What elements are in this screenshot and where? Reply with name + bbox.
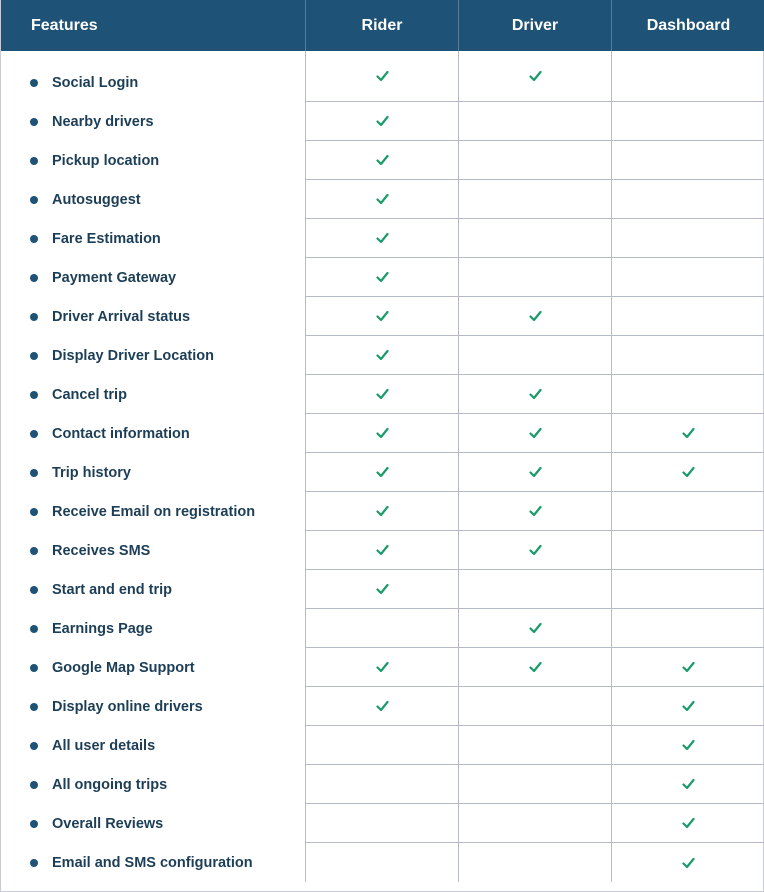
table-row: [1, 102, 764, 141]
table-row: [1, 726, 764, 765]
dashboard-cell: [612, 51, 764, 102]
feature-cell: [1, 804, 306, 843]
rider-cell: [306, 414, 459, 453]
driver-cell: [459, 375, 612, 414]
check-icon: [376, 193, 389, 205]
feature-label: Receives SMS: [52, 542, 151, 559]
table-row: [1, 765, 764, 804]
feature-cell: [1, 492, 306, 531]
dashboard-cell: [612, 219, 764, 258]
feature-label: All ongoing trips: [52, 776, 168, 793]
feature-cell: [1, 726, 306, 765]
rider-cell: [306, 687, 459, 726]
feature-label: Autosuggest: [52, 191, 141, 208]
table-row: [1, 804, 764, 843]
dashboard-cell: [612, 453, 764, 492]
dashboard-cell: [612, 531, 764, 570]
feature-cell: [1, 531, 306, 570]
rider-cell: [306, 531, 459, 570]
driver-cell: [459, 258, 612, 297]
bullet-icon: [30, 742, 38, 750]
driver-cell: [459, 336, 612, 375]
bullet-icon: [30, 508, 38, 516]
check-icon: [376, 154, 389, 166]
bullet-icon: [30, 79, 38, 87]
feature-cell: [1, 51, 306, 102]
feature-label: All user details: [52, 737, 156, 754]
feature-cell: [1, 258, 306, 297]
driver-cell: [459, 609, 612, 648]
feature-label: Driver Arrival status: [52, 308, 191, 325]
driver-cell: [459, 51, 612, 102]
bullet-icon: [30, 118, 38, 126]
table-header: [1, 0, 764, 51]
rider-cell: [306, 648, 459, 687]
bullet-icon: [30, 391, 38, 399]
rider-cell: [306, 804, 459, 843]
rider-cell: [306, 102, 459, 141]
dashboard-cell: [612, 804, 764, 843]
dashboard-cell: [612, 765, 764, 804]
check-icon: [529, 622, 542, 634]
feature-label: Google Map Support: [52, 659, 195, 676]
feature-label: Start and end trip: [52, 581, 173, 598]
driver-cell: [459, 804, 612, 843]
rider-cell: [306, 51, 459, 102]
check-icon: [529, 505, 542, 517]
table-row: [1, 492, 764, 531]
table-row: [1, 414, 764, 453]
table-row: [1, 843, 764, 882]
feature-cell: [1, 687, 306, 726]
feature-cell: [1, 570, 306, 609]
driver-cell: [459, 414, 612, 453]
dashboard-cell: [612, 687, 764, 726]
table-row: [1, 453, 764, 492]
table-row: [1, 687, 764, 726]
dashboard-cell: [612, 726, 764, 765]
bullet-icon: [30, 430, 38, 438]
bullet-icon: [30, 313, 38, 321]
dashboard-cell: [612, 102, 764, 141]
check-icon: [376, 661, 389, 673]
driver-cell: [459, 219, 612, 258]
driver-cell: [459, 453, 612, 492]
driver-cell: [459, 531, 612, 570]
bullet-icon: [30, 859, 38, 867]
check-icon: [529, 70, 542, 82]
feature-label: Payment Gateway: [52, 269, 177, 286]
check-icon: [529, 310, 542, 322]
check-icon: [376, 115, 389, 127]
dashboard-cell: [612, 297, 764, 336]
driver-cell: [459, 687, 612, 726]
check-icon: [682, 778, 695, 790]
feature-cell: [1, 219, 306, 258]
check-icon: [682, 739, 695, 751]
bullet-icon: [30, 781, 38, 789]
bullet-icon: [30, 235, 38, 243]
dashboard-cell: [612, 609, 764, 648]
check-icon: [682, 427, 695, 439]
check-icon: [682, 661, 695, 673]
dashboard-cell: [612, 648, 764, 687]
check-icon: [529, 388, 542, 400]
check-icon: [529, 544, 542, 556]
dashboard-cell: [612, 843, 764, 882]
header-rider: Rider: [306, 0, 459, 51]
feature-label: Social Login: [52, 74, 139, 91]
bullet-icon: [30, 469, 38, 477]
rider-cell: [306, 141, 459, 180]
bullet-icon: [30, 196, 38, 204]
table-row: [1, 531, 764, 570]
feature-label: Earnings Page: [52, 620, 153, 637]
check-icon: [376, 70, 389, 82]
bullet-icon: [30, 625, 38, 633]
feature-label: Cancel trip: [52, 386, 127, 403]
driver-cell: [459, 102, 612, 141]
feature-cell: [1, 180, 306, 219]
table-row: [1, 375, 764, 414]
rider-cell: [306, 843, 459, 882]
rider-cell: [306, 453, 459, 492]
feature-cell: [1, 765, 306, 804]
feature-cell: [1, 843, 306, 882]
feature-label: Email and SMS configuration: [52, 854, 253, 871]
driver-cell: [459, 180, 612, 219]
driver-cell: [459, 843, 612, 882]
feature-label: Overall Reviews: [52, 815, 164, 832]
table-row: [1, 570, 764, 609]
check-icon: [376, 505, 389, 517]
table-row: [1, 180, 764, 219]
driver-cell: [459, 726, 612, 765]
table-row: [1, 51, 764, 102]
driver-cell: [459, 765, 612, 804]
check-icon: [376, 466, 389, 478]
rider-cell: [306, 297, 459, 336]
feature-label: Display Driver Location: [52, 347, 214, 364]
bullet-icon: [30, 547, 38, 555]
feature-cell: [1, 297, 306, 336]
feature-label: Receive Email on registration: [52, 503, 256, 520]
check-icon: [376, 271, 389, 283]
check-icon: [376, 583, 389, 595]
table-row: [1, 141, 764, 180]
driver-cell: [459, 297, 612, 336]
bullet-icon: [30, 157, 38, 165]
feature-label: Fare Estimation: [52, 230, 161, 247]
dashboard-cell: [612, 414, 764, 453]
check-icon: [376, 700, 389, 712]
rider-cell: [306, 258, 459, 297]
feature-cell: [1, 648, 306, 687]
table-row: [1, 609, 764, 648]
check-icon: [529, 427, 542, 439]
rider-cell: [306, 492, 459, 531]
rider-cell: [306, 375, 459, 414]
feature-label: Trip history: [52, 464, 131, 481]
check-icon: [376, 427, 389, 439]
table-row: [1, 258, 764, 297]
driver-cell: [459, 492, 612, 531]
header-dashboard: Dashboard: [646, 16, 731, 34]
table-row: [1, 219, 764, 258]
feature-cell: [1, 375, 306, 414]
bullet-icon: [30, 664, 38, 672]
feature-label: Pickup location: [52, 152, 160, 169]
check-icon: [682, 857, 695, 869]
rider-cell: [306, 726, 459, 765]
dashboard-cell: [612, 258, 764, 297]
feature-label: Display online drivers: [52, 698, 203, 715]
table-row: [1, 648, 764, 687]
header-features: Features: [1, 0, 306, 51]
check-icon: [682, 817, 695, 829]
check-icon: [529, 661, 542, 673]
rider-cell: [306, 570, 459, 609]
check-icon: [376, 544, 389, 556]
feature-cell: [1, 453, 306, 492]
feature-label: Contact information: [52, 425, 190, 442]
feature-cell: [1, 102, 306, 141]
dashboard-cell: [612, 141, 764, 180]
driver-cell: [459, 570, 612, 609]
table-row: [1, 336, 764, 375]
rider-cell: [306, 765, 459, 804]
check-icon: [529, 466, 542, 478]
rider-cell: [306, 609, 459, 648]
driver-cell: [459, 648, 612, 687]
check-icon: [682, 466, 695, 478]
feature-label: Nearby drivers: [52, 113, 154, 130]
rider-cell: [306, 336, 459, 375]
check-icon: [682, 700, 695, 712]
table-body: [1, 51, 764, 882]
bullet-icon: [30, 352, 38, 360]
dashboard-cell: [612, 336, 764, 375]
dashboard-cell: [612, 375, 764, 414]
feature-cell: [1, 609, 306, 648]
table-row: [1, 297, 764, 336]
dashboard-cell: [612, 492, 764, 531]
rider-cell: [306, 219, 459, 258]
bullet-icon: [30, 820, 38, 828]
check-icon: [376, 388, 389, 400]
driver-cell: [459, 141, 612, 180]
check-icon: [376, 310, 389, 322]
rider-cell: [306, 180, 459, 219]
dashboard-cell: [612, 570, 764, 609]
feature-cell: [1, 141, 306, 180]
bullet-icon: [30, 274, 38, 282]
feature-cell: [1, 336, 306, 375]
feature-cell: [1, 414, 306, 453]
dashboard-cell: [612, 180, 764, 219]
bullet-icon: [30, 703, 38, 711]
check-icon: [376, 232, 389, 244]
bullet-icon: [30, 586, 38, 594]
header-driver: Driver: [459, 0, 612, 51]
check-icon: [376, 349, 389, 361]
